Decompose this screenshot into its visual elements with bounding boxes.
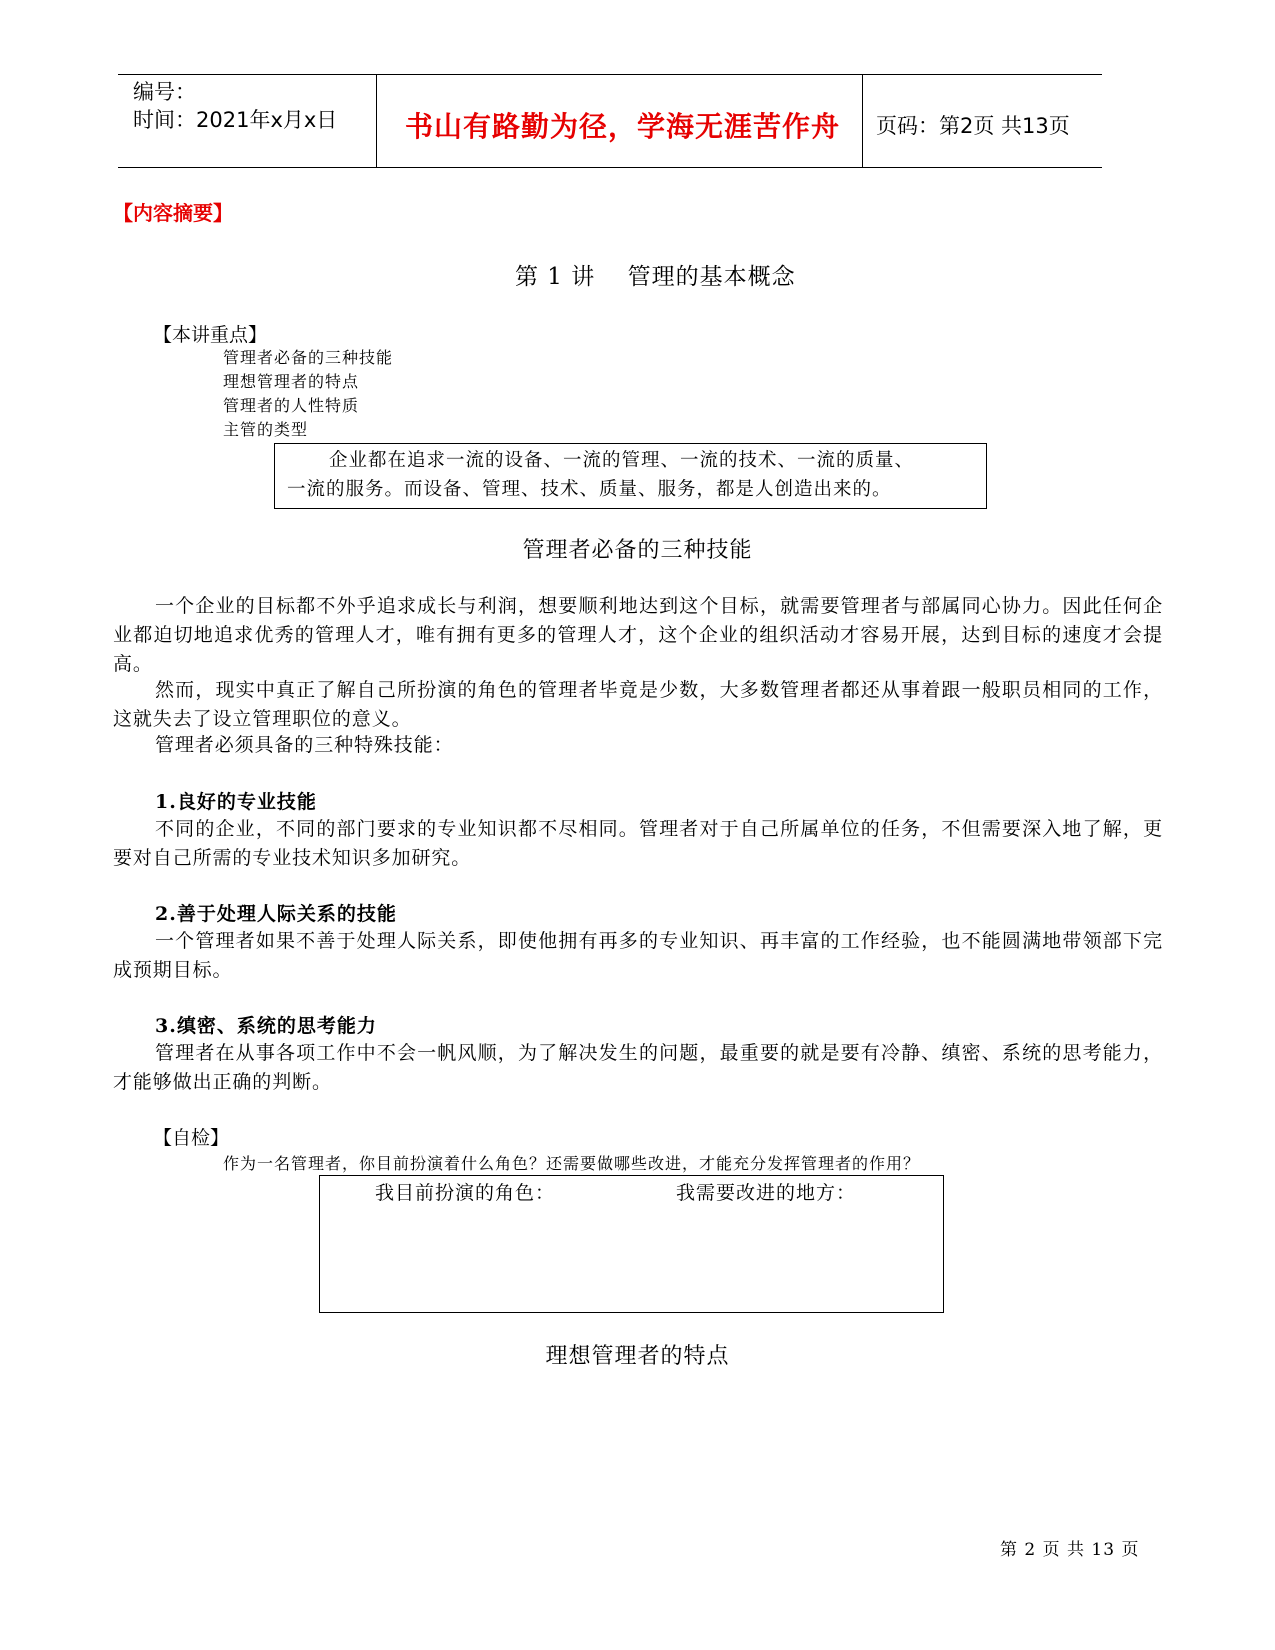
skill-text: 一个管理者如果不善于处理人际关系，即使他拥有再多的专业知识、再丰富的工作经验，也不能圆满地带领部下完成预期目标。: [113, 930, 1163, 981]
paragraph: 然而，现实中真正了解自己所扮演的角色的管理者毕竟是少数，大多数管理者都还从事着跟一般职员相同的工作，这就失去了设立管理职位的意义。: [113, 679, 1163, 730]
header-page-info: 页码：第2页 共13页: [876, 114, 1070, 138]
quote-line-2: 一流的服务。而设备、管理、技术、质量、服务，都是人创造出来的。: [287, 479, 892, 500]
improvement-label: 我需要改进的地方：: [676, 1182, 857, 1204]
summary-label: 【内容摘要】: [113, 201, 233, 225]
quote-line-1: 企业都在追求一流的设备、一流的管理、一流的技术、一流的质量、: [329, 450, 915, 471]
header-divider-right: [862, 74, 863, 167]
current-role-label: 我目前扮演的角色：: [375, 1182, 556, 1204]
skill-text: 管理者在从事各项工作中不会一帆风顺，为了解决发生的问题，最重要的就是要有冷静、缜密、系统的思考能力，才能够做出正确的判断。: [113, 1042, 1163, 1093]
quote-box: [274, 443, 987, 509]
key-point-item: 理想管理者的特点: [223, 372, 360, 391]
header-motto: 书山有路勤为径，学海无涯苦作舟: [405, 110, 841, 143]
page-footer: 第 2 页 共 13 页: [1000, 1540, 1140, 1560]
key-point-item: 管理者必备的三种技能: [223, 348, 394, 367]
header-bottom-rule: [118, 167, 1102, 168]
paragraph: 管理者必须具备的三种特殊技能：: [155, 734, 454, 756]
skill-title: 3.缜密、系统的思考能力: [155, 1015, 377, 1037]
time-label: 时间：2021年x月x日: [133, 108, 338, 132]
key-point-item: 管理者的人性特质: [223, 396, 360, 415]
lecture-title: 第 1 讲 管理的基本概念: [515, 264, 796, 290]
key-points-label: 【本讲重点】: [153, 324, 268, 346]
self-check-answer-box[interactable]: [319, 1175, 944, 1313]
header-divider-left: [376, 74, 377, 167]
skill-title: 2.善于处理人际关系的技能: [155, 903, 397, 925]
skill-title: 1.良好的专业技能: [155, 791, 317, 813]
key-point-item: 主管的类型: [223, 420, 309, 439]
section-title: 管理者必备的三种技能: [522, 538, 753, 563]
skill-text: 不同的企业，不同的部门要求的专业知识都不尽相同。管理者对于自己所属单位的任务，不但需要深入地了解，更要对自己所需的专业技术知识多加研究。: [113, 818, 1163, 869]
section-title: 理想管理者的特点: [545, 1344, 730, 1369]
self-check-label: 【自检】: [153, 1127, 230, 1149]
paragraph: 一个企业的目标都不外乎追求成长与利润，想要顺利地达到这个目标，就需要管理者与部属同心协力。因此任何企业都迫切地追求优秀的管理人才，唯有拥有更多的管理人才，这个企业的组织活动才容易开展，达到目标的速度才会提高。: [113, 595, 1163, 675]
self-check-question: 作为一名管理者，你目前扮演着什么角色？还需要做哪些改进，才能充分发挥管理者的作用？: [223, 1154, 921, 1173]
header-top-rule: [118, 74, 1102, 75]
serial-label: 编号：: [133, 80, 196, 104]
